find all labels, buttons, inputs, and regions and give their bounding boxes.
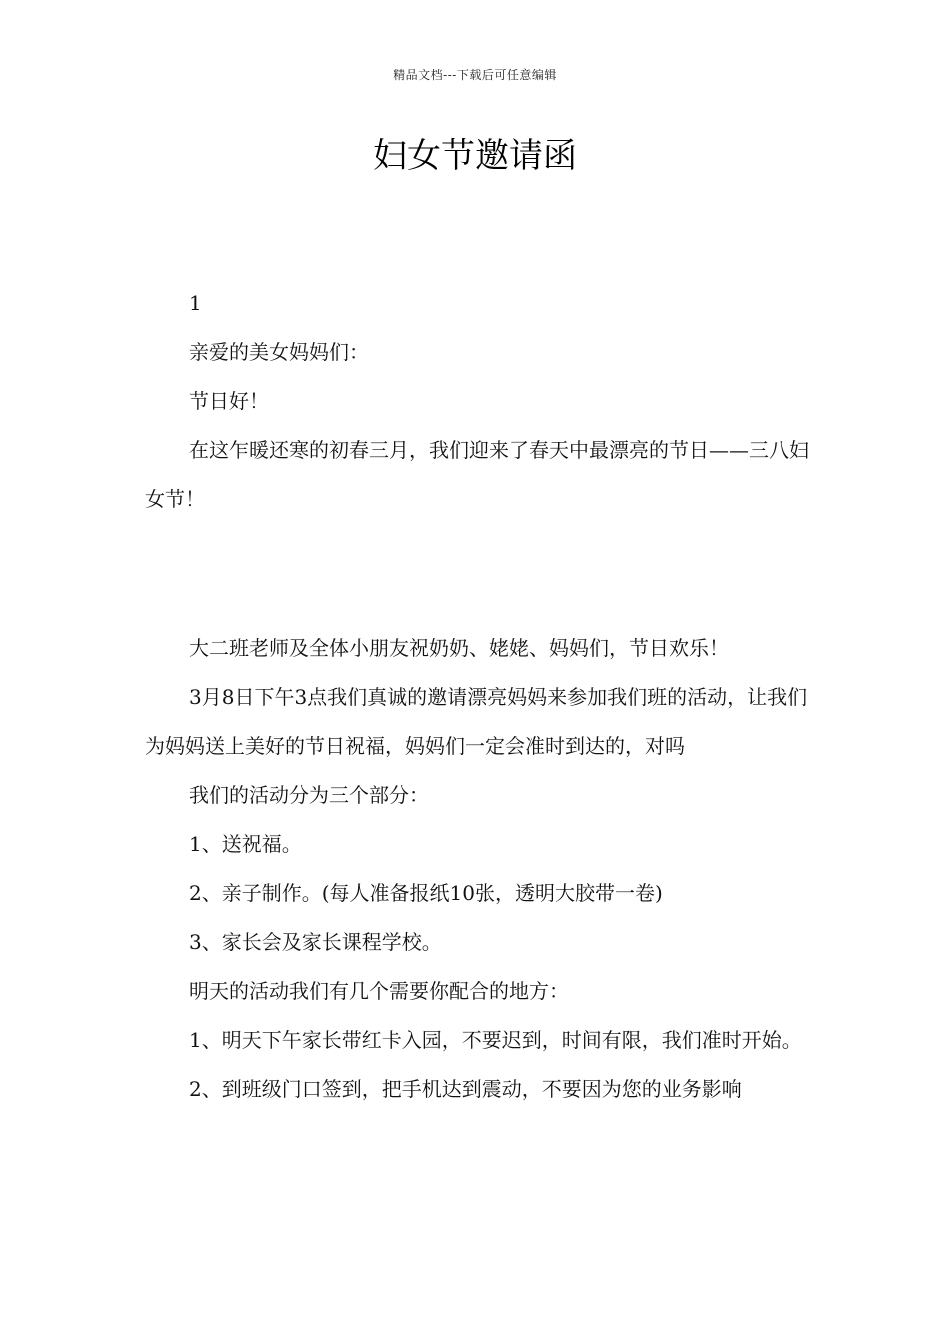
letter-body xyxy=(145,624,825,1114)
greeting: 节日好！ xyxy=(189,389,269,413)
document-title: 妇女节邀请函 xyxy=(373,136,577,176)
cooperation-item: 1、明天下午家长带红卡入园，不要迟到，时间有限，我们准时开始。 xyxy=(189,1028,802,1052)
activity-item: 3、家长会及家长课程学校。 xyxy=(189,930,442,954)
activity-item: 1、送祝福。 xyxy=(189,832,302,856)
intro-paragraph: 在这乍暖还寒的初春三月，我们迎来了春天中最漂亮的节日——三八妇女节！ xyxy=(145,438,809,511)
salutation: 亲爱的美女妈妈们： xyxy=(189,340,369,364)
activity-item: 2、亲子制作。(每人准备报纸10张，透明大胶带一卷) xyxy=(189,881,663,905)
invitation-paragraph: 3月8日下午3点我们真诚的邀请漂亮妈妈来参加我们班的活动，让我们为妈妈送上美好的节日祝福，妈妈们一定会准时到达的，对吗 xyxy=(145,685,808,758)
activity-intro: 我们的活动分为三个部分： xyxy=(189,783,429,807)
wishes-paragraph: 大二班老师及全体小朋友祝奶奶、姥姥、妈妈们，节日欢乐！ xyxy=(189,636,729,660)
cooperation-item: 2、到班级门口签到，把手机达到震动，不要因为您的业务影响 xyxy=(189,1077,742,1101)
paragraph-number: 1 xyxy=(189,291,202,315)
letter-opening xyxy=(145,279,825,524)
page-header-note: 精品文档---下载后可任意编辑 xyxy=(393,68,557,82)
cooperation-intro: 明天的活动我们有几个需要你配合的地方： xyxy=(189,979,569,1003)
